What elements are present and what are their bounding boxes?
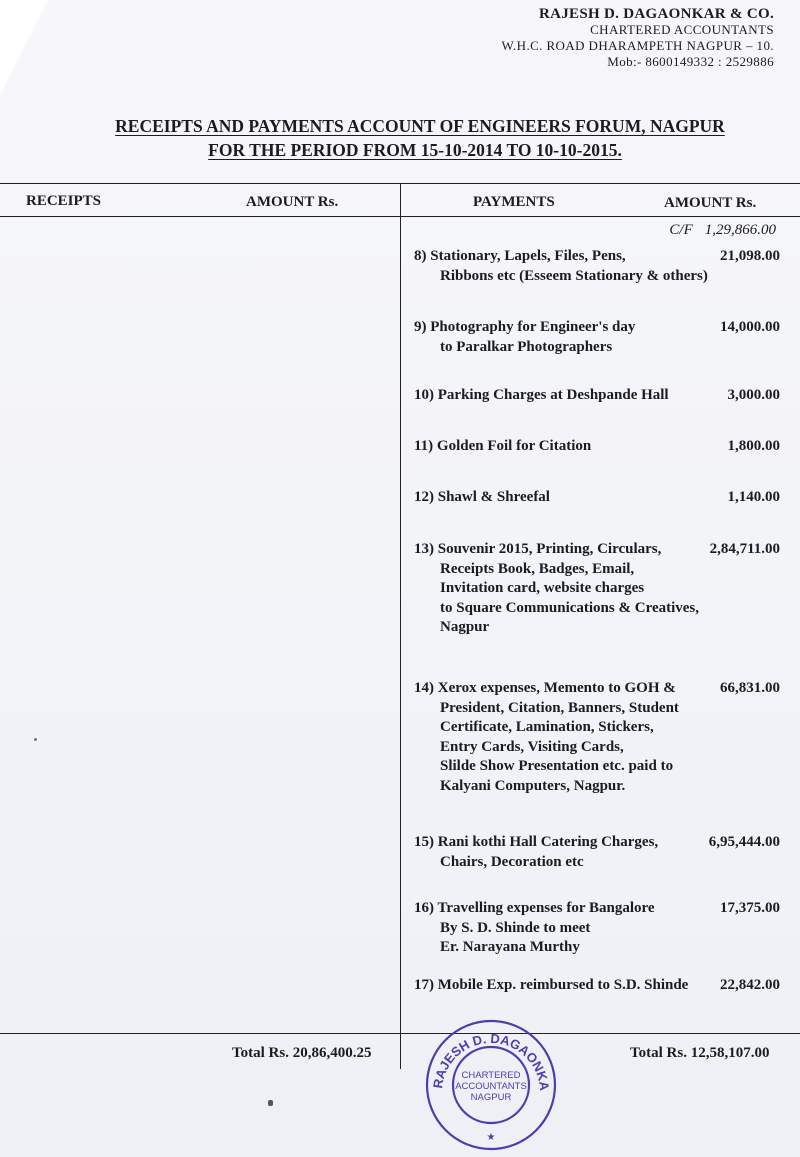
payment-description — [414, 899, 655, 919]
payment-item — [414, 247, 780, 286]
payment-description — [414, 247, 626, 267]
payment-line: to Square Communications & Creatives, — [440, 599, 700, 616]
payment-line: Souvenir 2015, Printing, Circulars, — [437, 541, 662, 557]
payment-amount: 14,000.00 — [720, 319, 780, 335]
payment-amount: 66,831.00 — [720, 680, 780, 696]
title-line-2: FOR THE PERIOD FROM 15-10-2014 TO 10-10-2015. — [208, 140, 622, 160]
payment-number: 8) — [414, 248, 427, 264]
payment-line: Golden Foil for Citation — [436, 438, 592, 454]
payment-item — [414, 488, 780, 508]
payment-number: 16) — [414, 900, 434, 916]
payment-line: Travelling expenses for Bangalore — [437, 900, 655, 916]
payment-line: Entry Cards, Visiting Cards, — [440, 738, 624, 755]
payment-item — [414, 679, 780, 796]
firm-mobile: Mob:- 8600149332 : 2529886 — [607, 54, 774, 69]
payment-line: to Paralkar Photographers — [440, 338, 613, 355]
payment-line: Xerox expenses, Memento to GOH & — [437, 680, 676, 696]
payment-line: Mobile Exp. reimbursed to S.D. Shinde — [437, 977, 689, 993]
payment-line: Nagpur — [440, 619, 490, 635]
ink-mark — [268, 1100, 273, 1106]
payment-amount: 3,000.00 — [727, 387, 780, 403]
payment-item — [414, 899, 780, 958]
payment-item — [414, 976, 780, 996]
payment-amount: 17,375.00 — [720, 900, 780, 916]
payment-line: Kalyani Computers, Nagpur. — [440, 777, 626, 794]
payment-amount: 21,098.00 — [720, 248, 780, 264]
document-title — [0, 114, 800, 162]
receipts-total: Total Rs. 20,86,400.25 — [232, 1045, 372, 1061]
payment-line: President, Citation, Banners, Student — [440, 699, 679, 716]
payment-description — [414, 540, 661, 560]
carried-forward-amount: 1,29,866.00 — [704, 222, 776, 238]
payment-number: 9) — [414, 319, 427, 335]
carried-forward — [669, 222, 776, 239]
header-payments-amount: AMOUNT Rs. — [664, 195, 757, 211]
payment-line: Slilde Show Presentation etc. paid to — [440, 758, 674, 774]
firm-name: RAJESH D. DAGAONKAR & CO. — [538, 6, 774, 22]
header-receipts-amount: AMOUNT Rs. — [246, 194, 339, 210]
payment-number: 17) — [414, 977, 434, 993]
payment-line: Shawl & Shreefal — [437, 489, 550, 505]
payment-item — [414, 386, 780, 406]
payment-line: Stationary, Lapels, Files, Pens, — [430, 248, 626, 264]
payment-number: 12) — [414, 489, 434, 505]
header-receipts: RECEIPTS — [26, 193, 102, 209]
payment-number: 15) — [414, 834, 434, 850]
seal-arc-path: RAJESH D. DAGAONKA — [430, 1030, 553, 1092]
payment-description — [414, 679, 676, 699]
seal-center-line-3: NAGPUR — [470, 1092, 512, 1103]
totals-divider — [400, 1033, 401, 1069]
payment-number: 13) — [414, 541, 434, 557]
seal-center-line-1: CHARTERED — [461, 1070, 521, 1081]
seal-star-icon: ★ — [486, 1132, 496, 1143]
firm-seal-stamp — [424, 1018, 558, 1152]
payment-item — [414, 540, 780, 638]
payment-number: 10) — [414, 387, 434, 403]
firm-address: W.H.C. ROAD DHARAMPETH NAGPUR – 10. — [501, 38, 774, 53]
payment-line: By S. D. Shinde to meet — [440, 919, 591, 936]
payment-description — [414, 488, 550, 508]
payment-description — [414, 386, 669, 406]
payment-amount: 2,84,711.00 — [709, 541, 780, 557]
payment-amount: 22,842.00 — [720, 977, 780, 993]
payment-line: Receipts Book, Badges, Email, — [440, 560, 635, 577]
seal-graphic — [424, 1018, 558, 1152]
payment-number: 14) — [414, 680, 434, 696]
payment-line: Photography for Engineer's day — [430, 319, 636, 335]
payment-line: Certificate, Lamination, Stickers, — [440, 719, 654, 735]
payment-line: Rani kothi Hall Catering Charges, — [437, 834, 659, 850]
payment-description — [414, 437, 591, 457]
firm-letterhead — [502, 6, 774, 70]
payments-total: Total Rs. 12,58,107.00 — [630, 1045, 770, 1061]
payment-description — [414, 318, 635, 338]
payment-item — [414, 833, 780, 872]
paper-fold — [0, 0, 48, 95]
firm-designation: CHARTERED ACCOUNTANTS — [590, 22, 774, 37]
payment-item — [414, 437, 780, 457]
payment-line: Ribbons etc (Esseem Stationary & others) — [440, 267, 708, 284]
seal-center-line-2: ACCOUNTANTS — [455, 1081, 527, 1092]
carried-forward-label: C/F — [669, 222, 693, 238]
payment-amount: 1,800.00 — [727, 438, 780, 454]
payment-line: Invitation card, website charges — [440, 580, 645, 596]
payment-amount: 1,140.00 — [727, 489, 780, 505]
payment-amount: 6,95,444.00 — [708, 834, 780, 850]
title-line-1: RECEIPTS AND PAYMENTS ACCOUNT OF ENGINEERS FORUM, NAGPUR — [115, 116, 725, 136]
payment-description — [414, 976, 688, 996]
payment-line: Er. Narayana Murthy — [440, 939, 580, 955]
payment-line: Chairs, Decoration etc — [440, 853, 584, 870]
payment-number: 11) — [414, 438, 434, 454]
column-divider — [400, 183, 401, 1033]
payment-description — [414, 833, 658, 853]
payment-line: Parking Charges at Deshpande Hall — [437, 387, 669, 403]
payment-item — [414, 318, 780, 357]
ink-dot — [34, 738, 37, 741]
header-payments: PAYMENTS — [473, 194, 555, 210]
